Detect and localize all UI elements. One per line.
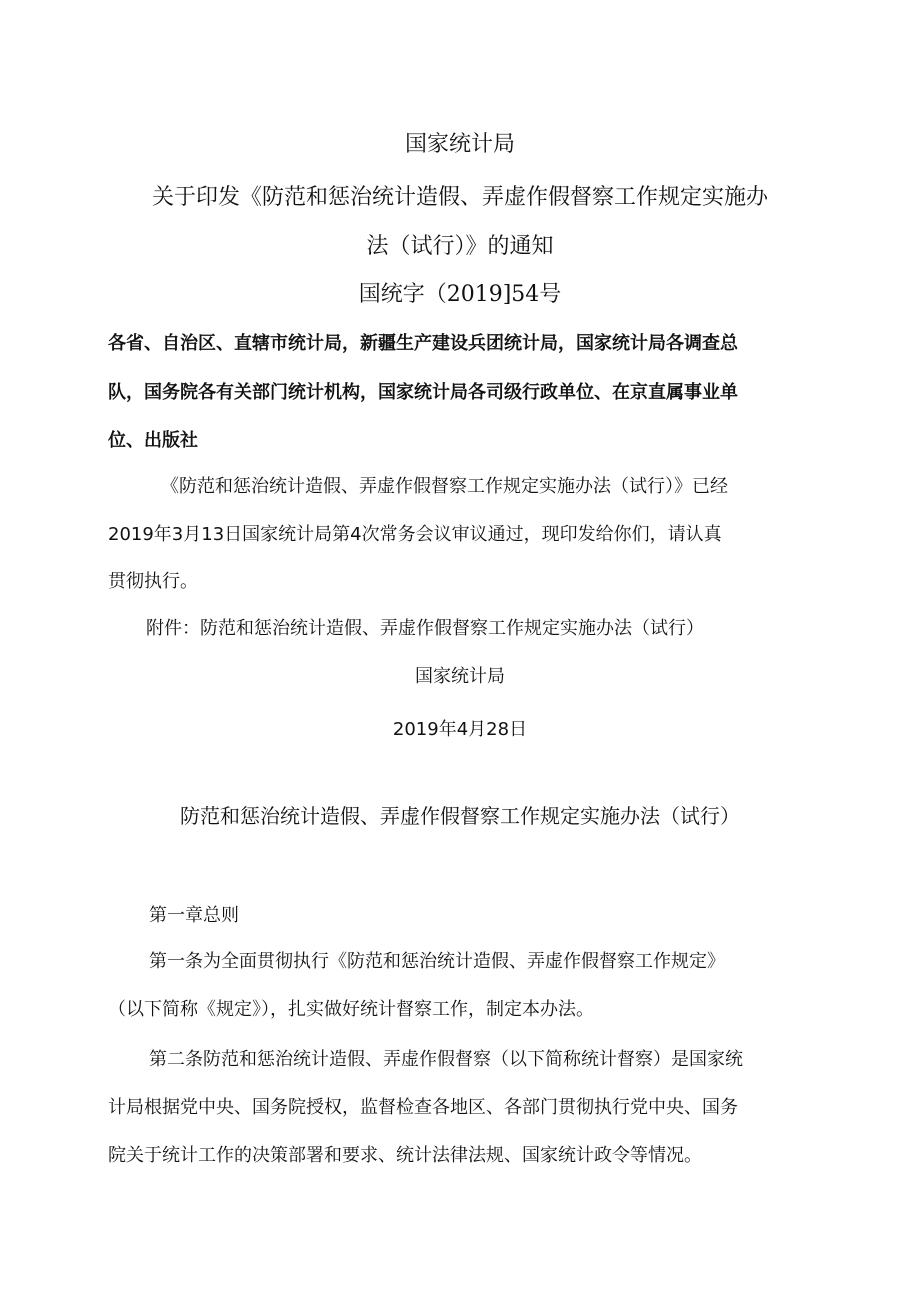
recipients-line-1: 各省、自治区、直辖市统计局，新疆生产建设兵团统计局，国家统计局各调查总 <box>108 333 738 354</box>
document-number: 国统字（2019]54号 <box>358 282 562 307</box>
signature: 国家统计局 <box>415 666 505 687</box>
body-para-1-line-1: 《防范和惩治统计造假、弄虚作假督察工作规定实施办法（试行）》已经 <box>161 476 728 497</box>
issue-date: 2019年4月28日 <box>392 719 528 740</box>
chapter-heading: 第一章总则 <box>149 905 239 926</box>
annex-title: 防范和惩治统计造假、弄虚作假督察工作规定实施办法（试行） <box>180 804 740 828</box>
body-para-1-line-2: 2019年3月13日国家统计局第4次常务会议审议通过，现印发给你们，请认真 <box>108 524 722 545</box>
article-1-line-1: 第一条为全面贯彻执行《防范和惩治统计造假、弄虚作假督察工作规定》 <box>149 951 725 972</box>
body-para-1-line-3: 贯彻执行。 <box>108 571 198 592</box>
recipients-line-3: 位、出版社 <box>108 430 198 451</box>
title-line-2: 法（试行）》的通知 <box>366 234 554 259</box>
article-1-line-2: （以下简称《规定》），扎实做好统计督察工作，制定本办法。 <box>108 999 594 1020</box>
issuer-heading: 国家统计局 <box>404 132 515 157</box>
article-2-line-1: 第二条防范和惩治统计造假、弄虚作假督察（以下简称统计督察）是国家统 <box>149 1049 743 1070</box>
title-line-1: 关于印发《防范和惩治统计造假、弄虚作假督察工作规定实施办 <box>151 185 768 210</box>
recipients-line-2: 队，国务院各有关部门统计机构，国家统计局各司级行政单位、在京直属事业单 <box>108 382 738 403</box>
article-2-line-2: 计局根据党中央、国务院授权，监督检查各地区、各部门贯彻执行党中央、国务 <box>108 1097 738 1118</box>
article-2-line-3: 院关于统计工作的决策部署和要求、统计法律法规、国家统计政令等情况。 <box>108 1145 702 1166</box>
attachment-line: 附件：防范和惩治统计造假、弄虚作假督察工作规定实施办法（试行） <box>146 618 704 639</box>
